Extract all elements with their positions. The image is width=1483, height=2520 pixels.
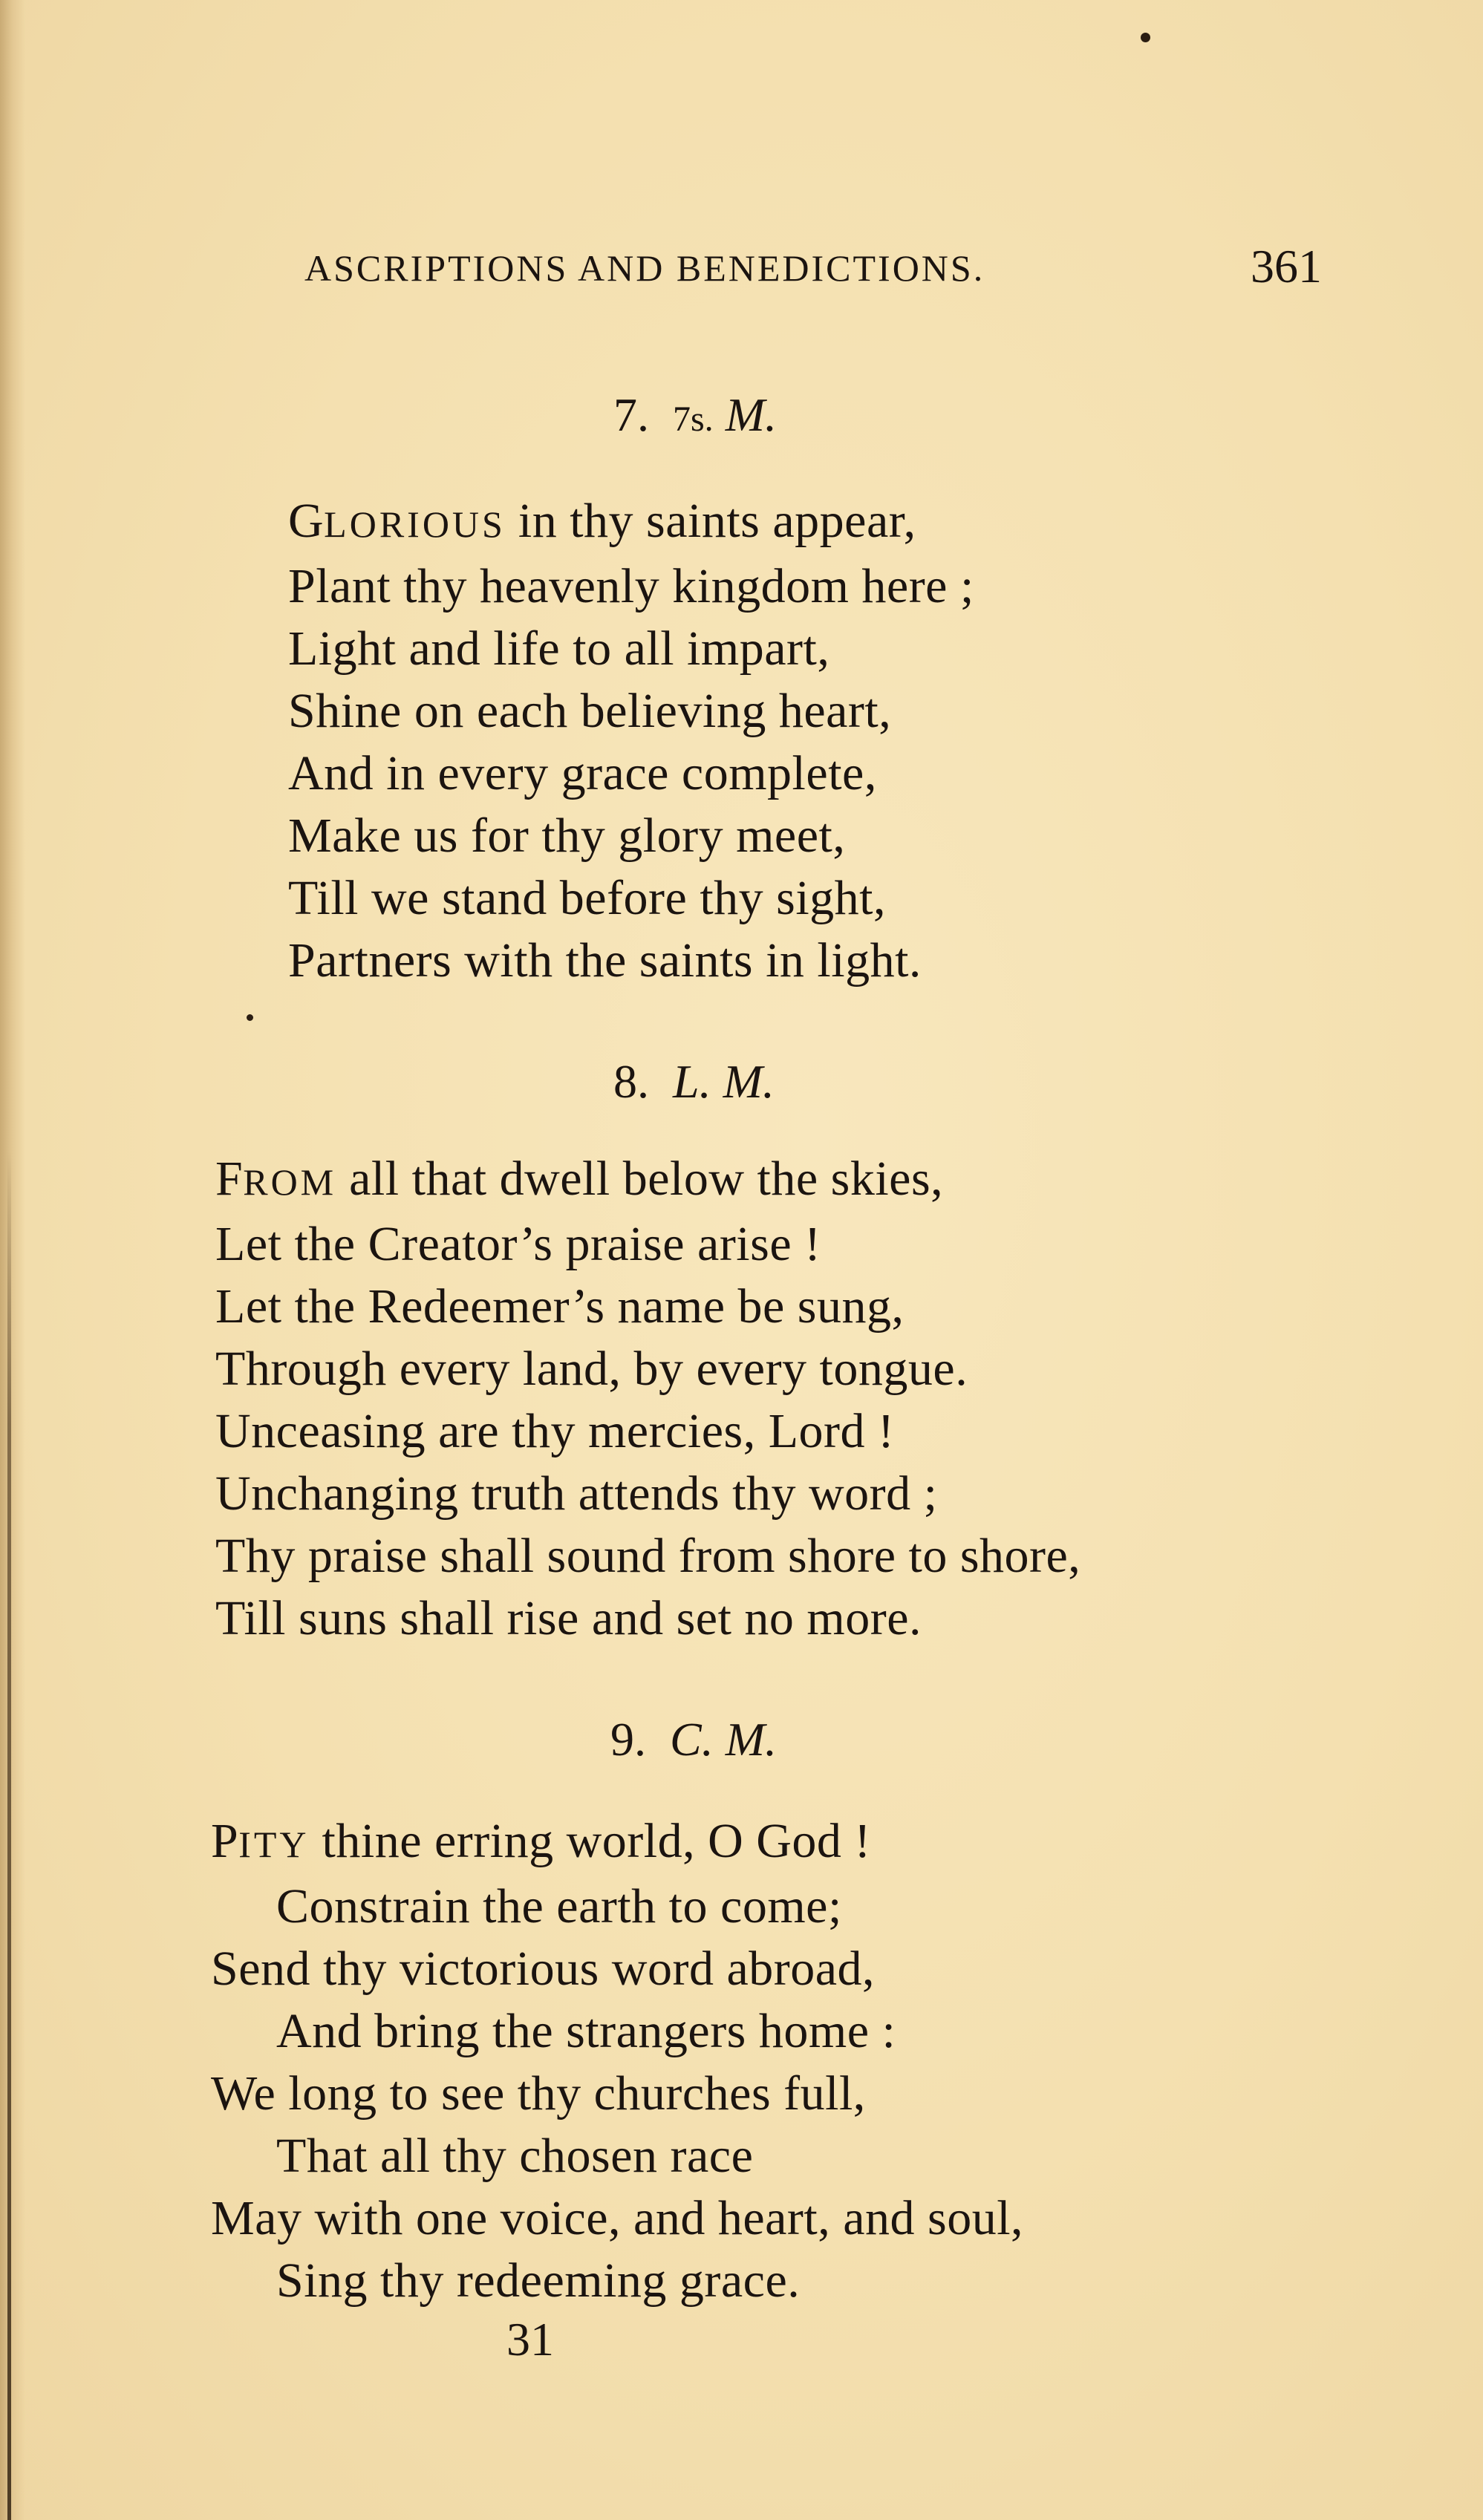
verse-line: Light and life to all impart, [288, 621, 830, 676]
verse-line: Unceasing are thy mercies, Lord ! [215, 1404, 895, 1458]
verse-line: Constrain the earth to come; [276, 1879, 842, 1933]
spine-edge [7, 1151, 11, 2520]
hymn-meter-prefix: 7s. [673, 399, 714, 439]
verse-line: Through every land, by every tongue. [215, 1342, 968, 1396]
verse-line: May with one voice, and heart, and soul, [211, 2191, 1024, 2245]
verse-line: Till we stand before thy sight, [288, 871, 887, 925]
ink-speck [247, 1014, 253, 1021]
verse-line: That all thy chosen race [276, 2129, 754, 2183]
verse-line: Unchanging truth attends thy word ; [215, 1466, 938, 1521]
hymn-number: 7. [613, 388, 649, 441]
hymn-7-heading [613, 388, 777, 443]
signature-mark: 31 [506, 2313, 554, 2366]
hymn-9-stanza [211, 1810, 1023, 2312]
verse-line: FROM all that dwell below the skies, [215, 1152, 944, 1206]
running-head: ASCRIPTIONS AND BENEDICTIONS. [304, 247, 985, 289]
ink-speck [1141, 33, 1150, 42]
verse-line: Send thy victorious word abroad, [211, 1942, 876, 1996]
hymn-8-stanza [215, 1148, 1081, 1650]
hymn-8-heading [613, 1054, 775, 1109]
page-number: 361 [1251, 240, 1322, 293]
verse-line: Partners with the saints in light. [288, 933, 922, 988]
verse-line: Sing thy redeeming grace. [276, 2253, 801, 2308]
hymn-9-heading [610, 1712, 777, 1767]
verse-line: And in every grace complete, [288, 746, 877, 800]
hymn-meter: C. M. [670, 1713, 777, 1766]
hymn-meter: M. [725, 388, 777, 441]
verse-line: GLORIOUS in thy saints appear, [288, 494, 916, 548]
verse-line: Thy praise shall sound from shore to shore, [215, 1529, 1081, 1583]
verse-line: We long to see thy churches full, [211, 2066, 866, 2121]
verse-line: Let the Redeemer’s name be sung, [215, 1279, 905, 1334]
hymn-meter: L. M. [673, 1055, 775, 1108]
verse-line: Make us for thy glory meet, [288, 809, 846, 863]
hymn-number: 9. [610, 1713, 646, 1766]
verse-line: Till suns shall rise and set no more. [215, 1591, 922, 1645]
verse-line: And bring the strangers home : [276, 2004, 896, 2058]
verse-line: PITY thine erring world, O God ! [211, 1814, 871, 1868]
hymn-number: 8. [613, 1055, 649, 1108]
hymn-7-stanza [288, 490, 974, 992]
verse-line: Shine on each believing heart, [288, 684, 892, 738]
spine-shadow [0, 0, 25, 2520]
verse-line: Plant thy heavenly kingdom here ; [288, 559, 974, 613]
verse-line: Let the Creator’s praise arise ! [215, 1217, 821, 1271]
page-header [304, 239, 1322, 298]
